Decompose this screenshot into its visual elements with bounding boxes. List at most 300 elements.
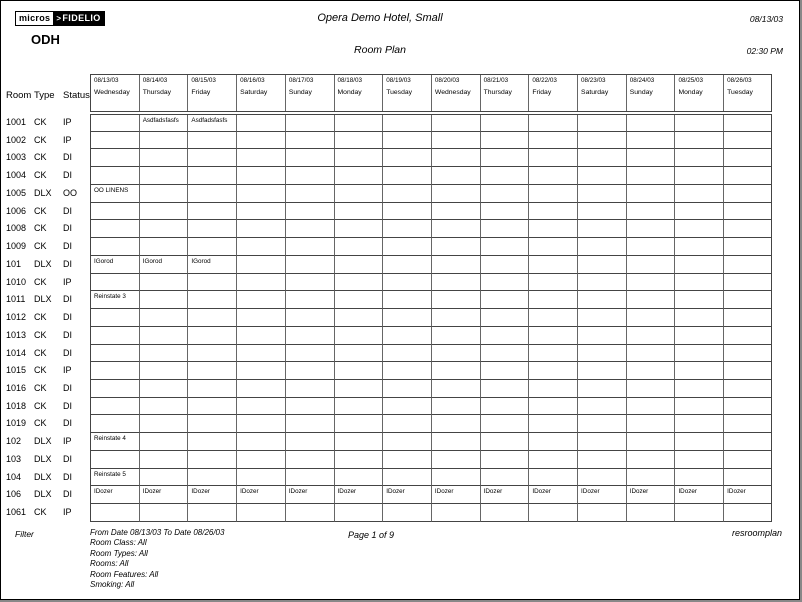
room-plan-cell: [286, 504, 335, 522]
table-row: [5, 185, 772, 203]
room-plan-cell: [140, 167, 189, 185]
room-plan-cell: [237, 327, 286, 345]
room-plan-row-cells: [90, 398, 772, 416]
room-plan-cell: [481, 380, 530, 398]
room-status: IP: [63, 507, 72, 518]
room-number: 1061: [6, 507, 27, 518]
table-column-headers: [5, 90, 90, 101]
date-column-header: [188, 75, 237, 111]
room-type: DLX: [34, 471, 52, 482]
room-plan-cell: [237, 433, 286, 451]
room-number: 1005: [6, 187, 27, 198]
room-plan-cell: Reinstate 4: [91, 433, 140, 451]
room-plan-cell: [237, 415, 286, 433]
room-plan-cell: IDozer: [286, 486, 335, 504]
room-plan-row-cells: [90, 203, 772, 221]
room-type: CK: [34, 205, 47, 216]
room-plan-cell: [335, 309, 384, 327]
report-code: resroomplan: [731, 528, 782, 538]
room-plan-cell: [481, 203, 530, 221]
room-plan-cell: [383, 203, 432, 221]
date-column-header: [481, 75, 530, 111]
room-plan-cell: [237, 291, 286, 309]
room-plan-cell: [91, 274, 140, 292]
date-column-header: [237, 75, 286, 111]
room-plan-row-cells: [90, 256, 772, 274]
room-plan-cell: [432, 238, 481, 256]
room-plan-cell: IDozer: [724, 486, 771, 504]
room-plan-cell: [481, 132, 530, 150]
room-plan-row-cells: [90, 185, 772, 203]
report-title: Room Plan: [354, 44, 406, 56]
room-plan-cell: [529, 149, 578, 167]
room-plan-cell: [529, 115, 578, 132]
room-plan-cell: [724, 362, 771, 380]
room-plan-cell: [335, 256, 384, 274]
room-plan-cell: [529, 433, 578, 451]
room-plan-cell: IDozer: [627, 486, 676, 504]
room-plan-cell: [188, 132, 237, 150]
room-plan-cell: [627, 327, 676, 345]
room-plan-cell: [675, 345, 724, 363]
room-plan-cell: [91, 220, 140, 238]
room-type: CK: [34, 507, 47, 518]
room-status: DI: [63, 170, 72, 181]
column-date: 08/15/03: [191, 77, 216, 84]
room-plan-cell: [675, 203, 724, 221]
room-plan-cell: [335, 132, 384, 150]
room-plan-cell: [383, 132, 432, 150]
room-plan-row-cells: [90, 132, 772, 150]
room-plan-cell: [724, 451, 771, 469]
room-plan-cell: [286, 345, 335, 363]
room-plan-cell: [237, 220, 286, 238]
room-type: DLX: [34, 258, 52, 269]
room-plan-cell: [481, 291, 530, 309]
column-weekday: Thursday: [483, 89, 512, 96]
table-row: [5, 504, 772, 522]
room-plan-cell: [286, 398, 335, 416]
room-plan-cell: OO LINENS: [91, 185, 140, 203]
logo-arrow-icon: >: [56, 14, 62, 23]
room-plan-row-cells: [90, 220, 772, 238]
room-plan-cell: [432, 203, 481, 221]
room-type: DLX: [34, 294, 52, 305]
room-plan-cell: [91, 203, 140, 221]
room-plan-cell: [383, 327, 432, 345]
room-plan-cell: [383, 415, 432, 433]
room-type: CK: [34, 276, 47, 287]
room-plan-cell: [286, 115, 335, 132]
room-number: 103: [6, 453, 22, 464]
room-number: 1003: [6, 152, 27, 163]
column-weekday: Saturday: [240, 89, 268, 96]
date-column-header: [675, 75, 724, 111]
room-plan-cell: [188, 398, 237, 416]
date-column-header: [529, 75, 578, 111]
column-weekday: Tuesday: [727, 89, 753, 96]
room-plan-cell: [91, 167, 140, 185]
room-plan-cell: [627, 132, 676, 150]
room-plan-cell: [432, 398, 481, 416]
room-plan-cell: [675, 115, 724, 132]
column-date: 08/17/03: [288, 77, 314, 84]
date-column-header: [578, 75, 627, 111]
room-status: IP: [63, 365, 72, 376]
page-indicator: Page 1 of 9: [348, 530, 395, 540]
room-plan-cell: [140, 291, 189, 309]
room-plan-row-cells: [90, 451, 772, 469]
table-row: [5, 415, 772, 433]
room-type: CK: [34, 170, 47, 181]
room-plan-cell: [383, 309, 432, 327]
room-plan-cell: [237, 203, 286, 221]
room-plan-cell: [188, 238, 237, 256]
room-plan-cell: [91, 345, 140, 363]
column-weekday: Friday: [532, 89, 552, 96]
room-plan-cell: [383, 398, 432, 416]
room-plan-cell: IGorod: [91, 256, 140, 274]
room-plan-cell: [675, 451, 724, 469]
room-number: 1006: [6, 205, 27, 216]
room-plan-cell: [335, 185, 384, 203]
column-date: 08/20/03: [434, 77, 460, 84]
room-type: CK: [34, 347, 47, 358]
filter-label: Filter: [15, 529, 34, 539]
room-plan-cell: [675, 220, 724, 238]
room-plan-cell: [383, 291, 432, 309]
room-plan-cell: [237, 469, 286, 487]
room-status: IP: [63, 276, 72, 287]
date-column-header: [627, 75, 676, 111]
filter-line: Room Class: All: [90, 538, 147, 548]
room-plan-cell: [188, 167, 237, 185]
room-plan-cell: [237, 398, 286, 416]
room-status: DI: [63, 241, 72, 252]
room-plan-cell: IDozer: [675, 486, 724, 504]
date-column-header: [286, 75, 335, 111]
room-plan-cell: [432, 185, 481, 203]
room-plan-cell: [140, 220, 189, 238]
room-plan-cell: [335, 433, 384, 451]
room-status: DI: [63, 294, 72, 305]
room-plan-cell: [529, 203, 578, 221]
table-row: [5, 291, 772, 309]
room-plan-cell: [432, 345, 481, 363]
room-plan-cell: [188, 504, 237, 522]
room-plan-cell: [724, 504, 771, 522]
room-plan-cell: [335, 220, 384, 238]
room-plan-cell: [578, 115, 627, 132]
room-plan-cell: [432, 504, 481, 522]
room-plan-cell: [286, 415, 335, 433]
room-plan-cell: [529, 327, 578, 345]
room-plan-cell: IDozer: [383, 486, 432, 504]
room-plan-cell: [724, 398, 771, 416]
room-plan-cell: [91, 380, 140, 398]
date-column-header: [335, 75, 384, 111]
room-plan-cell: [627, 291, 676, 309]
room-plan-cell: [724, 132, 771, 150]
column-date: 08/23/03: [581, 77, 606, 84]
room-plan-cell: [432, 469, 481, 487]
room-plan-cell: [675, 238, 724, 256]
room-plan-cell: [383, 504, 432, 522]
table-row: [5, 238, 772, 256]
room-plan-cell: [675, 433, 724, 451]
room-plan-cell: [237, 115, 286, 132]
room-plan-cell: [286, 451, 335, 469]
column-weekday: Thursday: [142, 89, 172, 96]
column-weekday: Sunday: [288, 89, 312, 96]
table-row: [5, 451, 772, 469]
room-plan-cell: [335, 167, 384, 185]
room-plan-cell: [188, 415, 237, 433]
room-type: CK: [34, 418, 47, 429]
room-plan-row-cells: [90, 274, 772, 292]
table-row: [5, 132, 772, 150]
room-plan-row-cells: [90, 309, 772, 327]
column-date: 08/22/03: [532, 77, 557, 84]
room-plan-cell: [140, 203, 189, 221]
room-plan-cell: [335, 451, 384, 469]
room-plan-cell: IDozer: [335, 486, 384, 504]
room-plan-cell: Asdfadsfasfs: [140, 115, 189, 132]
room-status: IP: [63, 436, 72, 447]
room-plan-cell: [627, 451, 676, 469]
room-number: 1019: [6, 418, 27, 429]
room-number: 1011: [6, 294, 26, 305]
room-plan-cell: [140, 362, 189, 380]
room-plan-cell: [286, 469, 335, 487]
room-plan-cell: [383, 115, 432, 132]
room-plan-cell: [578, 309, 627, 327]
room-plan-cell: [383, 238, 432, 256]
room-plan-cell: [91, 362, 140, 380]
room-plan-cell: [481, 115, 530, 132]
room-plan-row-cells: [90, 149, 772, 167]
room-plan-cell: [578, 451, 627, 469]
room-plan-cell: [578, 203, 627, 221]
room-plan-row-cells: [90, 433, 772, 451]
room-plan-cell: [91, 398, 140, 416]
room-plan-cell: [432, 149, 481, 167]
room-plan-cell: [724, 469, 771, 487]
room-plan-cell: [529, 185, 578, 203]
room-type: CK: [34, 152, 47, 163]
room-plan-cell: [237, 309, 286, 327]
room-plan-cell: [481, 274, 530, 292]
room-plan-cell: [578, 256, 627, 274]
room-plan-row-cells: [90, 504, 772, 522]
room-plan-cell: [481, 362, 530, 380]
room-plan-cell: [675, 309, 724, 327]
room-plan-cell: IDozer: [188, 486, 237, 504]
room-number: 104: [6, 471, 22, 482]
filter-line: From Date 08/13/03 To Date 08/26/03: [90, 528, 225, 537]
room-type: CK: [34, 223, 47, 234]
room-plan-cell: [188, 433, 237, 451]
room-plan-cell: [481, 256, 530, 274]
room-plan-cell: IDozer: [578, 486, 627, 504]
room-plan-cell: [481, 504, 530, 522]
room-number: 106: [6, 489, 22, 500]
column-weekday: Monday: [337, 89, 362, 96]
room-plan-cell: [724, 433, 771, 451]
room-plan-cell: [383, 380, 432, 398]
column-weekday: Tuesday: [386, 89, 413, 96]
table-row: [5, 274, 772, 292]
room-plan-cell: [578, 504, 627, 522]
room-plan-cell: IGorod: [140, 256, 189, 274]
room-plan-cell: [383, 451, 432, 469]
column-date: 08/14/03: [142, 77, 168, 84]
room-plan-row-cells: [90, 362, 772, 380]
room-plan-cell: [627, 398, 676, 416]
room-plan-cell: [286, 380, 335, 398]
room-plan-cell: [627, 220, 676, 238]
column-date: 08/26/03: [727, 77, 752, 84]
room-type: CK: [34, 312, 47, 323]
room-plan-cell: [627, 345, 676, 363]
room-plan-cell: [578, 149, 627, 167]
room-plan-cell: [481, 451, 530, 469]
room-plan-cell: IDozer: [237, 486, 286, 504]
room-plan-cell: [675, 274, 724, 292]
room-status: DI: [63, 347, 72, 358]
date-column-header: [383, 75, 432, 111]
room-plan-cell: [286, 274, 335, 292]
room-number: 1008: [6, 223, 27, 234]
room-plan-cell: [627, 415, 676, 433]
filter-line: Room Types: All: [90, 548, 148, 558]
room-plan-cell: [140, 469, 189, 487]
room-plan-cell: [724, 220, 771, 238]
room-plan-cell: IDozer: [529, 486, 578, 504]
room-plan-cell: [578, 469, 627, 487]
room-status: DI: [63, 453, 72, 464]
room-plan-cell: [627, 380, 676, 398]
room-plan-cell: [578, 291, 627, 309]
filter-line: Rooms: All: [90, 559, 129, 569]
room-plan-cell: [481, 469, 530, 487]
room-plan-cell: [481, 398, 530, 416]
room-plan-cell: [335, 238, 384, 256]
room-plan-cell: [383, 149, 432, 167]
type-column-header: Type: [34, 90, 55, 101]
room-plan-cell: [91, 309, 140, 327]
room-plan-cell: [286, 327, 335, 345]
room-plan-cell: [383, 345, 432, 363]
room-plan-cell: [724, 167, 771, 185]
room-plan-cell: [627, 504, 676, 522]
table-row: [5, 203, 772, 221]
room-plan-cell: [91, 504, 140, 522]
room-plan-cell: [335, 327, 384, 345]
room-plan-cell: [578, 380, 627, 398]
room-number: 1001: [6, 117, 27, 127]
room-status: DI: [63, 152, 72, 163]
room-plan-cell: [627, 203, 676, 221]
table-row: [5, 327, 772, 345]
room-status: DI: [63, 258, 72, 269]
room-plan-cell: [529, 469, 578, 487]
room-plan-cell: [578, 362, 627, 380]
room-plan-cell: [237, 167, 286, 185]
room-plan-cell: [529, 256, 578, 274]
room-plan-cell: [188, 185, 237, 203]
column-date: 08/19/03: [386, 77, 411, 84]
room-plan-cell: [335, 469, 384, 487]
room-plan-cell: [675, 327, 724, 345]
room-status: IP: [63, 117, 72, 127]
print-time: 02:30 PM: [746, 46, 783, 56]
room-plan-cell: [140, 415, 189, 433]
room-plan-cell: [481, 149, 530, 167]
room-plan-cell: [529, 274, 578, 292]
table-row: [5, 362, 772, 380]
room-plan-cell: [335, 380, 384, 398]
room-plan-cell: [188, 203, 237, 221]
room-plan-cell: [675, 398, 724, 416]
room-plan-cell: [286, 167, 335, 185]
room-plan-cell: [188, 149, 237, 167]
room-status: DI: [63, 329, 72, 340]
room-plan-cell: [237, 238, 286, 256]
room-plan-cell: [529, 415, 578, 433]
filter-line: Smoking: All: [90, 580, 135, 590]
room-plan-cell: [724, 380, 771, 398]
room-plan-cell: [481, 345, 530, 363]
room-type: CK: [34, 329, 47, 340]
filter-details: [90, 528, 224, 590]
room-plan-cell: [188, 309, 237, 327]
room-plan-cell: [675, 469, 724, 487]
room-plan-cell: [286, 433, 335, 451]
room-plan-cell: [140, 327, 189, 345]
room-plan-cell: [578, 167, 627, 185]
room-type: DLX: [34, 187, 52, 198]
room-plan-cell: [383, 167, 432, 185]
room-plan-cell: [724, 274, 771, 292]
room-type: CK: [34, 383, 47, 394]
room-plan-cell: [675, 415, 724, 433]
room-number: 101: [6, 258, 22, 269]
room-plan-cell: [91, 132, 140, 150]
room-rows: [5, 114, 772, 522]
table-row: [5, 149, 772, 167]
room-plan-cell: [529, 309, 578, 327]
room-number: 1016: [6, 383, 27, 394]
column-weekday: Friday: [191, 89, 211, 96]
room-plan-cell: [432, 291, 481, 309]
room-plan-cell: [529, 345, 578, 363]
room-status: DI: [63, 418, 72, 429]
room-plan-cell: [188, 362, 237, 380]
column-date: 08/16/03: [240, 77, 265, 84]
room-plan-cell: Asdfadsfasfs: [188, 115, 237, 132]
room-type: CK: [34, 134, 47, 145]
room-plan-cell: [140, 274, 189, 292]
table-row: [5, 486, 772, 504]
room-plan-cell: [140, 345, 189, 363]
room-plan-cell: [627, 167, 676, 185]
room-plan-cell: [578, 415, 627, 433]
room-plan-cell: [578, 132, 627, 150]
room-plan-cell: [237, 256, 286, 274]
room-plan-cell: [286, 291, 335, 309]
room-plan-cell: [529, 238, 578, 256]
